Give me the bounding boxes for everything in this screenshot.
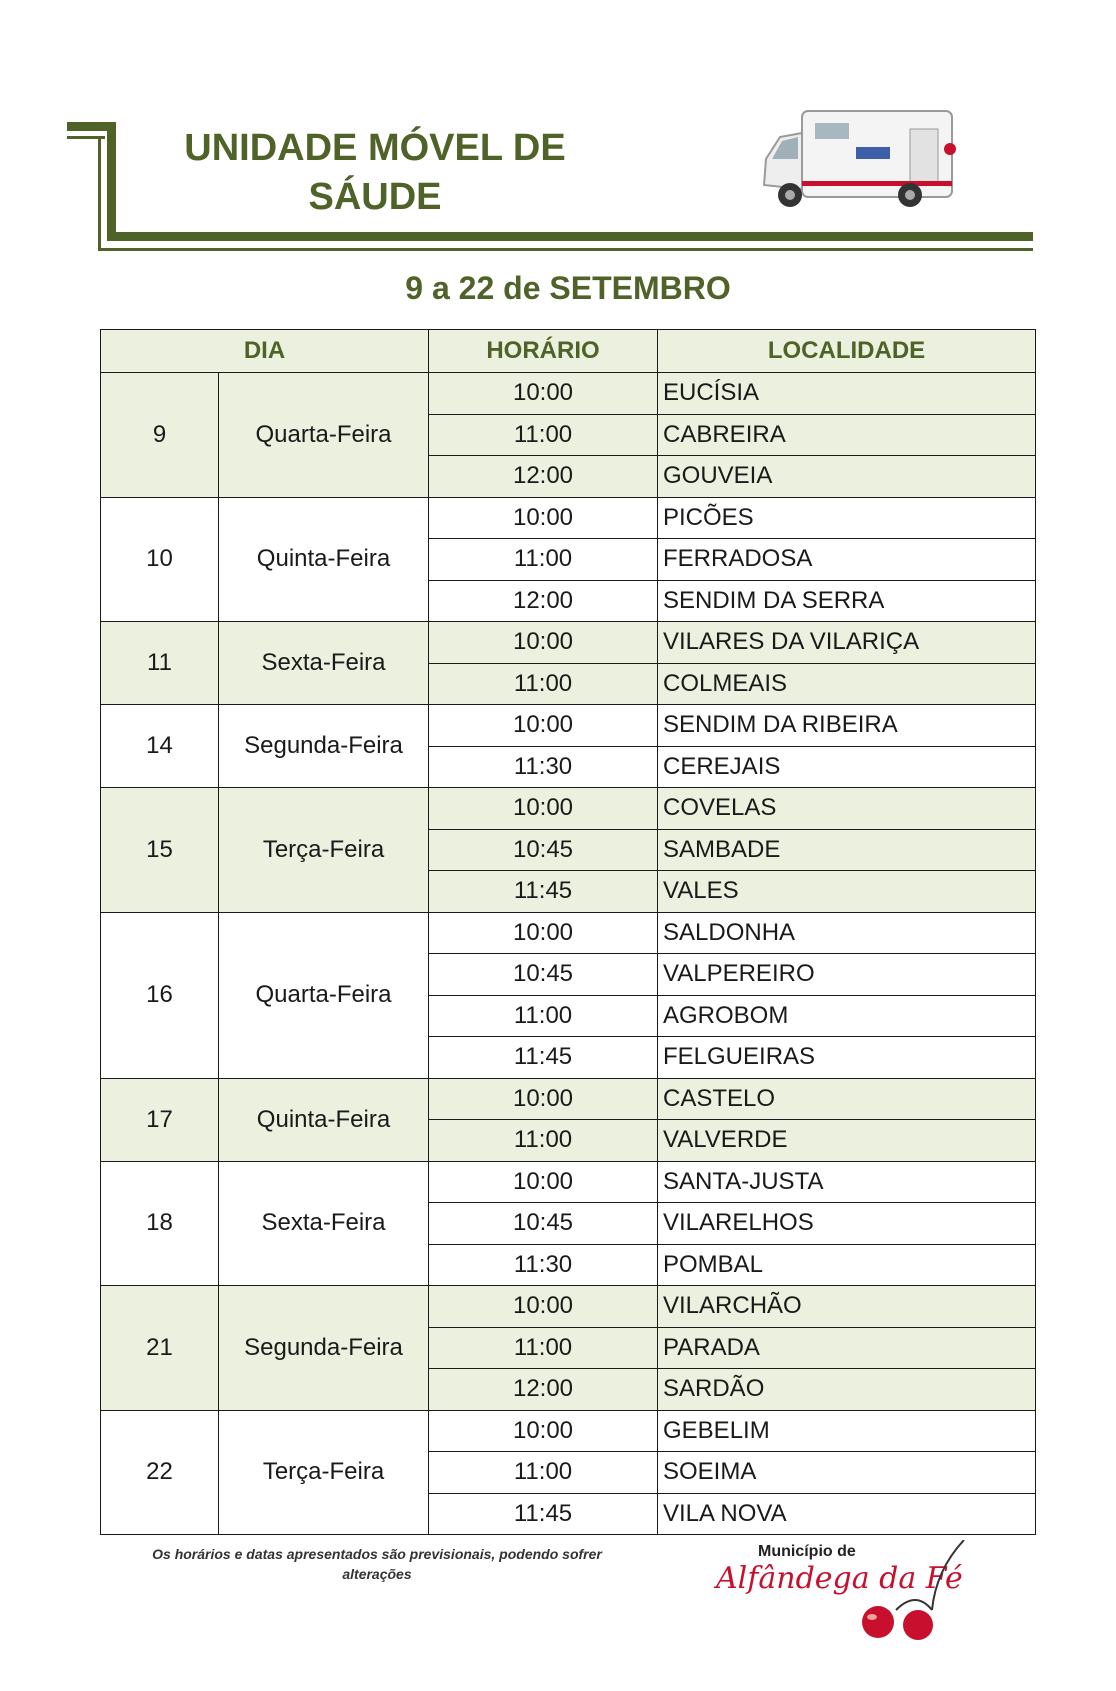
time-cell: 11:00 [429,663,658,705]
table-row [101,497,1036,539]
title-line-1: UNIDADE MÓVEL DE [184,127,566,169]
location-cell: AGROBOM [658,995,1036,1037]
day-number: 14 [101,705,219,788]
time-cell: 11:00 [429,539,658,581]
day-number: 10 [101,497,219,622]
time-cell: 11:45 [429,1037,658,1079]
day-number: 22 [101,1410,219,1535]
location-cell: SANTA-JUSTA [658,1161,1036,1203]
location-cell: SENDIM DA RIBEIRA [658,705,1036,747]
table-row [101,1078,1036,1120]
header-horario: HORÁRIO [429,330,658,373]
location-cell: CABREIRA [658,414,1036,456]
ambulance-image [760,103,960,215]
time-cell: 10:00 [429,788,658,830]
location-cell: PICÕES [658,497,1036,539]
table-row [101,788,1036,830]
location-cell: SOEIMA [658,1452,1036,1494]
location-cell: VILA NOVA [658,1493,1036,1535]
location-cell: CASTELO [658,1078,1036,1120]
weekday: Quinta-Feira [219,1078,429,1161]
day-number: 18 [101,1161,219,1286]
time-cell: 12:00 [429,1369,658,1411]
time-cell: 10:00 [429,373,658,415]
schedule-body [101,373,1036,1535]
frame-decoration [98,136,101,250]
table-row [101,912,1036,954]
day-number: 11 [101,622,219,705]
page-title [150,124,600,222]
weekday: Segunda-Feira [219,1286,429,1411]
header-localidade: LOCALIDADE [658,330,1036,373]
location-cell: SAMBADE [658,829,1036,871]
time-cell: 10:45 [429,954,658,996]
time-cell: 11:30 [429,746,658,788]
time-cell: 10:00 [429,1286,658,1328]
location-cell: COVELAS [658,788,1036,830]
table-row [101,705,1036,747]
frame-decoration [107,122,116,240]
disclaimer-note: Os horários e datas apresentados são previsionais, podendo sofrer alterações [152,1546,602,1582]
table-row [101,1161,1036,1203]
time-cell: 11:00 [429,1120,658,1162]
time-cell: 11:00 [429,414,658,456]
header-dia: DIA [101,330,429,373]
weekday: Quinta-Feira [219,497,429,622]
time-cell: 10:00 [429,622,658,664]
time-cell: 12:00 [429,456,658,498]
location-cell: SARDÃO [658,1369,1036,1411]
day-number: 15 [101,788,219,913]
time-cell: 11:45 [429,871,658,913]
logo-script-text: Alfândega da Fé [716,1561,963,1596]
day-number: 17 [101,1078,219,1161]
day-number: 9 [101,373,219,498]
weekday: Terça-Feira [219,1410,429,1535]
time-cell: 11:00 [429,995,658,1037]
table-header-row [101,330,1036,373]
location-cell: VALPEREIRO [658,954,1036,996]
time-cell: 10:00 [429,497,658,539]
location-cell: VILARELHOS [658,1203,1036,1245]
time-cell: 11:00 [429,1452,658,1494]
time-cell: 10:45 [429,829,658,871]
day-number: 21 [101,1286,219,1411]
logo-small-text: Município de [758,1543,856,1560]
time-cell: 11:00 [429,1327,658,1369]
table-row [101,1410,1036,1452]
time-cell: 10:00 [429,1161,658,1203]
weekday: Terça-Feira [219,788,429,913]
time-cell: 10:00 [429,1078,658,1120]
schedule-table [100,329,1036,1535]
location-cell: FERRADOSA [658,539,1036,581]
table-row [101,1286,1036,1328]
location-cell: VILARES DA VILARIÇA [658,622,1036,664]
location-cell: SENDIM DA SERRA [658,580,1036,622]
location-cell: VALVERDE [658,1120,1036,1162]
location-cell: VILARCHÃO [658,1286,1036,1328]
location-cell: GEBELIM [658,1410,1036,1452]
time-cell: 11:45 [429,1493,658,1535]
time-cell: 10:00 [429,705,658,747]
weekday: Segunda-Feira [219,705,429,788]
frame-decoration [98,248,1033,251]
time-cell: 10:00 [429,1410,658,1452]
weekday: Quarta-Feira [219,912,429,1078]
time-cell: 10:45 [429,1203,658,1245]
frame-decoration [107,232,1033,241]
location-cell: FELGUEIRAS [658,1037,1036,1079]
location-cell: GOUVEIA [658,456,1036,498]
location-cell: EUCÍSIA [658,373,1036,415]
title-line-2: SÁUDE [308,176,442,218]
date-range-heading: 9 a 22 de SETEMBRO [405,270,731,306]
location-cell: POMBAL [658,1244,1036,1286]
time-cell: 10:00 [429,912,658,954]
table-row [101,373,1036,415]
weekday: Sexta-Feira [219,622,429,705]
table-row [101,622,1036,664]
location-cell: SALDONHA [658,912,1036,954]
weekday: Sexta-Feira [219,1161,429,1286]
time-cell: 11:30 [429,1244,658,1286]
day-number: 16 [101,912,219,1078]
time-cell: 12:00 [429,580,658,622]
location-cell: COLMEAIS [658,663,1036,705]
location-cell: VALES [658,871,1036,913]
weekday: Quarta-Feira [219,373,429,498]
location-cell: CEREJAIS [658,746,1036,788]
location-cell: PARADA [658,1327,1036,1369]
